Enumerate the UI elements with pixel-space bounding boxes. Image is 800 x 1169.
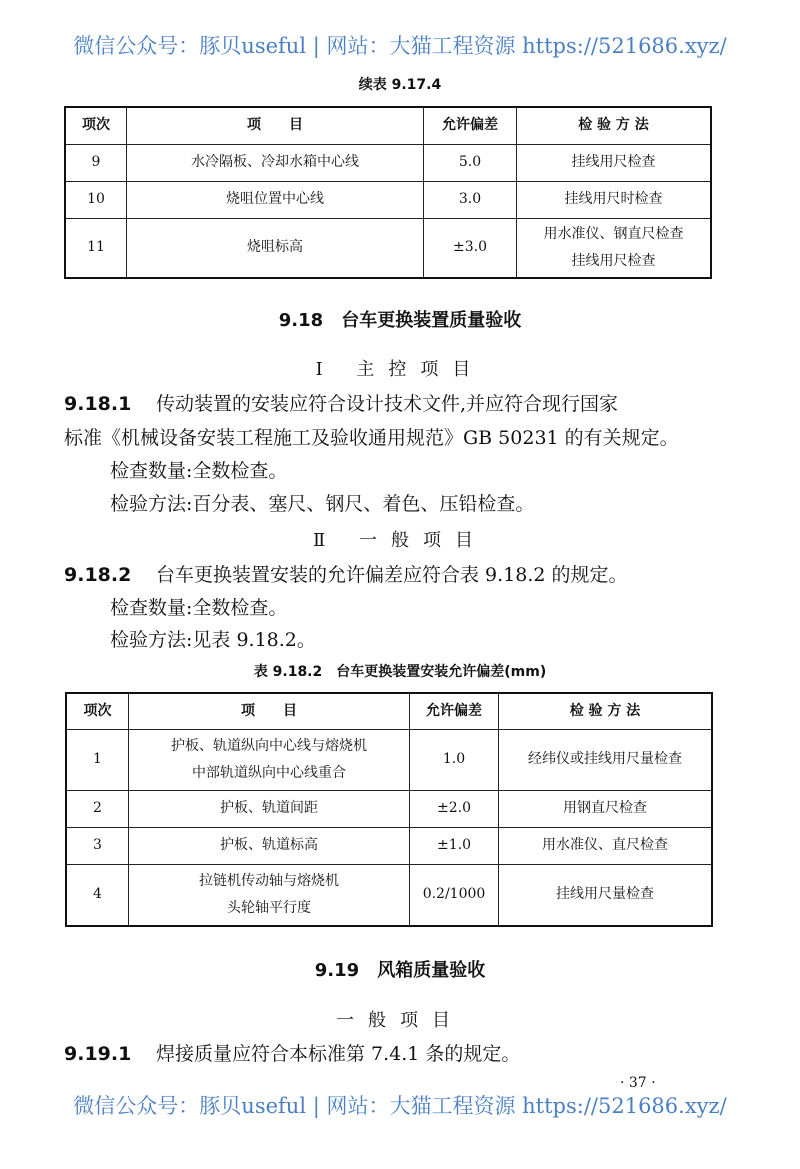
clause-9-18-1 xyxy=(64,389,618,416)
cell-tolerance: ±2.0 xyxy=(410,790,499,827)
cell-tolerance: 1.0 xyxy=(410,729,499,790)
watermark-bottom: 微信公众号：豚贝useful | 网站：大猫工程资源 https://521686.xyz/ xyxy=(73,1094,727,1118)
cell-no: 10 xyxy=(65,181,127,218)
item-line: 中部轨道纵向中心线重合 xyxy=(192,764,346,781)
item-line: 头轮轴平行度 xyxy=(227,899,311,916)
table-row xyxy=(66,864,712,926)
general-items-heading: 一般项目 xyxy=(336,1010,464,1031)
cell-item: 护板、轨道间距 xyxy=(129,790,410,827)
header-no: 项次 xyxy=(65,107,127,144)
inspection-method: 检验方法:百分表、塞尺、钢尺、着色、压铅检查。 xyxy=(110,493,535,515)
cell-no: 4 xyxy=(66,864,129,926)
item-line: 拉链机传动轴与熔烧机 xyxy=(199,872,339,889)
table-9-18-2 xyxy=(65,692,713,927)
header-tolerance: 允许偏差 xyxy=(424,107,517,144)
cell-item xyxy=(129,864,410,926)
cell-method: 经纬仪或挂线用尺量检查 xyxy=(499,729,713,790)
table-row xyxy=(65,144,711,181)
table-row xyxy=(65,181,711,218)
general-items-heading: Ⅱ 一般项目 xyxy=(313,530,487,551)
watermark-top: 微信公众号：豚贝useful | 网站：大猫工程资源 https://521686.xyz/ xyxy=(73,34,727,58)
table1-title: 续表 9.17.4 xyxy=(358,77,442,93)
clause-number: 9.18.2 xyxy=(64,564,132,586)
section-heading-9-19: 9.19 风箱质量验收 xyxy=(314,960,486,981)
cell-no: 9 xyxy=(65,144,127,181)
inspection-method: 检验方法:见表 9.18.2。 xyxy=(110,629,316,651)
cell-no: 2 xyxy=(66,790,129,827)
table-header-row xyxy=(66,693,712,729)
cell-method: 用水准仪、直尺检查 xyxy=(499,827,713,864)
method-line: 挂线用尺检查 xyxy=(571,252,656,269)
cell-item: 烧咀标高 xyxy=(127,218,424,278)
cell-no: 3 xyxy=(66,827,129,864)
clause-number: 9.19.1 xyxy=(64,1043,132,1065)
header-method: 检 验 方 法 xyxy=(499,693,713,729)
header-tolerance: 允许偏差 xyxy=(410,693,499,729)
cell-tolerance: 3.0 xyxy=(424,181,517,218)
clause-text-cont: 标准《机械设备安装工程施工及验收通用规范》GB 50231 的有关规定。 xyxy=(64,427,679,449)
cell-method xyxy=(517,218,712,278)
section-heading-9-18: 9.18 台车更换装置质量验收 xyxy=(278,310,522,331)
cell-tolerance: 0.2/1000 xyxy=(410,864,499,926)
cell-item: 护板、轨道标高 xyxy=(129,827,410,864)
item-line: 护板、轨道纵向中心线与熔烧机 xyxy=(171,737,367,754)
table-9-17-4 xyxy=(64,106,712,279)
inspection-quantity: 检查数量:全数检查。 xyxy=(110,460,288,482)
clause-number: 9.18.1 xyxy=(64,393,132,415)
cell-no: 11 xyxy=(65,218,127,278)
table2-title: 表 9.18.2 台车更换装置安装允许偏差(mm) xyxy=(253,664,547,680)
header-item: 项 目 xyxy=(129,693,410,729)
table-header-row xyxy=(65,107,711,144)
clause-text: 传动装置的安装应符合设计技术文件,并应符合现行国家 xyxy=(156,393,619,415)
header-no: 项次 xyxy=(66,693,129,729)
cell-method: 挂线用尺时检查 xyxy=(517,181,712,218)
cell-method: 用钢直尺检查 xyxy=(499,790,713,827)
cell-item xyxy=(129,729,410,790)
page-number: · 37 · xyxy=(620,1075,656,1091)
clause-text: 焊接质量应符合本标准第 7.4.1 条的规定。 xyxy=(156,1043,521,1065)
clause-text: 台车更换装置安装的允许偏差应符合表 9.18.2 的规定。 xyxy=(156,564,628,586)
cell-tolerance: 5.0 xyxy=(424,144,517,181)
header-item: 项 目 xyxy=(127,107,424,144)
clause-9-18-2 xyxy=(64,560,628,587)
header-method: 检 验 方 法 xyxy=(517,107,712,144)
cell-item: 水冷隔板、冷却水箱中心线 xyxy=(127,144,424,181)
table-row xyxy=(65,218,711,278)
method-line: 用水准仪、钢直尺检查 xyxy=(543,225,684,242)
table-row xyxy=(66,790,712,827)
cell-tolerance: ±1.0 xyxy=(410,827,499,864)
cell-no: 1 xyxy=(66,729,129,790)
cell-item: 烧咀位置中心线 xyxy=(127,181,424,218)
cell-method: 挂线用尺量检查 xyxy=(499,864,713,926)
table-row xyxy=(66,729,712,790)
clause-9-19-1 xyxy=(64,1039,520,1066)
main-items-heading: Ⅰ 主控项目 xyxy=(315,359,485,380)
cell-method: 挂线用尺检查 xyxy=(517,144,712,181)
cell-tolerance: ±3.0 xyxy=(424,218,517,278)
inspection-quantity: 检查数量:全数检查。 xyxy=(110,597,288,619)
table-row xyxy=(66,827,712,864)
